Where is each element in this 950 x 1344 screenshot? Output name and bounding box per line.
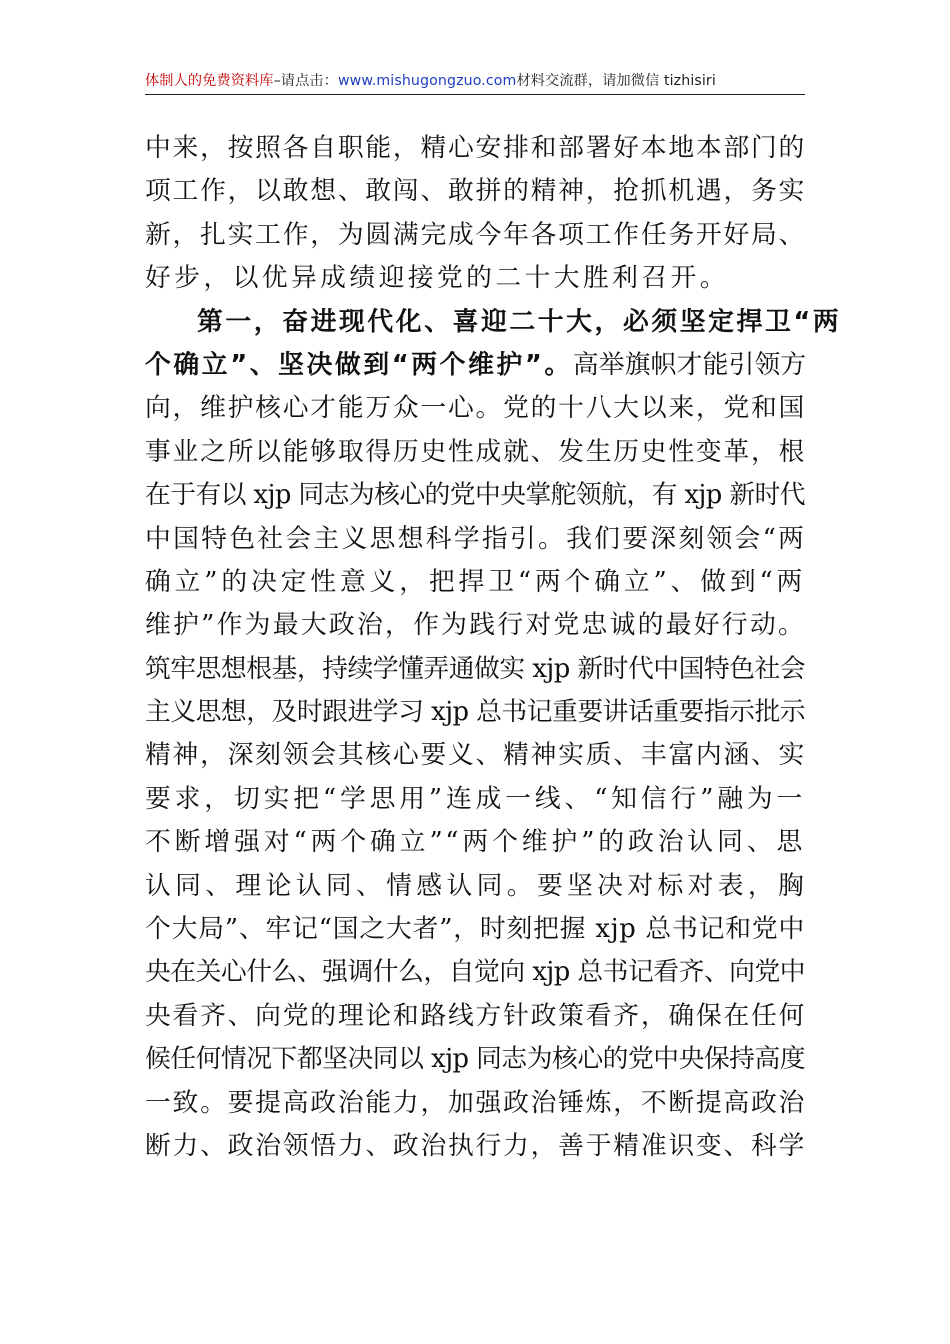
- paragraph-line: 项工作，以敢想、敢闯、敢拼的精神，抢抓机遇，务实: [145, 176, 805, 207]
- document-body: [145, 127, 842, 1168]
- paragraph-line: 认同、理论认同、情感认同。要坚决对标对表，胸: [145, 870, 805, 901]
- paragraph-line: [145, 344, 805, 387]
- paragraph-line: 确立”的决定性意义，把捍卫“两个确立”、做到“两: [145, 566, 805, 597]
- paragraph-line: 候任何情况下都坚决同以 xjp 同志为核心的党中央保持高度: [145, 1044, 805, 1075]
- paragraph-line: 断力、政治领悟力、政治执行力，善于精准识变、科学: [145, 1130, 805, 1161]
- section-heading-continued: 个确立”、坚决做到“两个维护”。: [145, 349, 573, 380]
- paragraph-text: 高举旗帜才能引领方: [572, 349, 807, 380]
- paragraph-line: 不断增强对“两个确立”“两个维护”的政治认同、思: [145, 827, 805, 858]
- paragraph-line: 央在关心什么、强调什么，自觉向 xjp 总书记看齐、向党中: [145, 957, 805, 988]
- header-url-link[interactable]: www.mishugongzuo.com: [337, 73, 517, 89]
- paragraph-line: 事业之所以能够取得历史性成就、发生历史性变革，根: [145, 436, 805, 467]
- paragraph-line: 一致。要提高政治能力，加强政治锤炼，不断提高政治: [145, 1087, 805, 1118]
- header-divider: [145, 94, 805, 95]
- paragraph-line: 向，维护核心才能万众一心。党的十八大以来，党和国: [145, 393, 805, 424]
- paragraph-line: 个大局”、牢记“国之大者”，时刻把握 xjp 总书记和党中: [145, 914, 805, 945]
- paragraph-line: 好步，以优异成绩迎接党的二十大胜利召开。: [145, 263, 729, 294]
- page-header: [145, 68, 805, 96]
- paragraph-line: 维护”作为最大政治，作为践行对党忠诚的最好行动。: [145, 610, 805, 641]
- paragraph-line: 在于有以 xjp 同志为核心的党中央掌舵领航，有 xjp 新时代: [145, 480, 805, 511]
- paragraph-line: 要求，切实把“学思用”连成一线、“知信行”融为一: [145, 783, 805, 814]
- paragraph-line: 主义思想，及时跟进学习 xjp 总书记重要讲话重要指示批示: [145, 697, 805, 728]
- paragraph-line: 中国特色社会主义思想科学指引。我们要深刻领会“两: [145, 523, 805, 554]
- section-heading-line: [145, 301, 842, 344]
- paragraph-line: 精神，深刻领会其核心要义、精神实质、丰富内涵、实: [145, 740, 805, 771]
- header-brand: 体制人的免费资料库: [145, 73, 274, 89]
- paragraph-line: 央看齐、向党的理论和路线方针政策看齐，确保在任何: [145, 1000, 805, 1031]
- paragraph-line: 筑牢思想根基，持续学懂弄通做实 xjp 新时代中国特色社会: [145, 653, 805, 684]
- section-heading: 第一，奋进现代化、喜迎二十大，必须坚定捍卫“两: [197, 306, 842, 337]
- paragraph-line: 新，扎实工作，为圆满完成今年各项工作任务开好局、: [145, 219, 805, 250]
- paragraph-line: 中来，按照各自职能，精心安排和部署好本地本部门的: [145, 133, 805, 163]
- header-suffix: 材料交流群，请加微信 tizhisiri: [516, 73, 716, 89]
- header-prompt: –请点击：: [273, 73, 338, 89]
